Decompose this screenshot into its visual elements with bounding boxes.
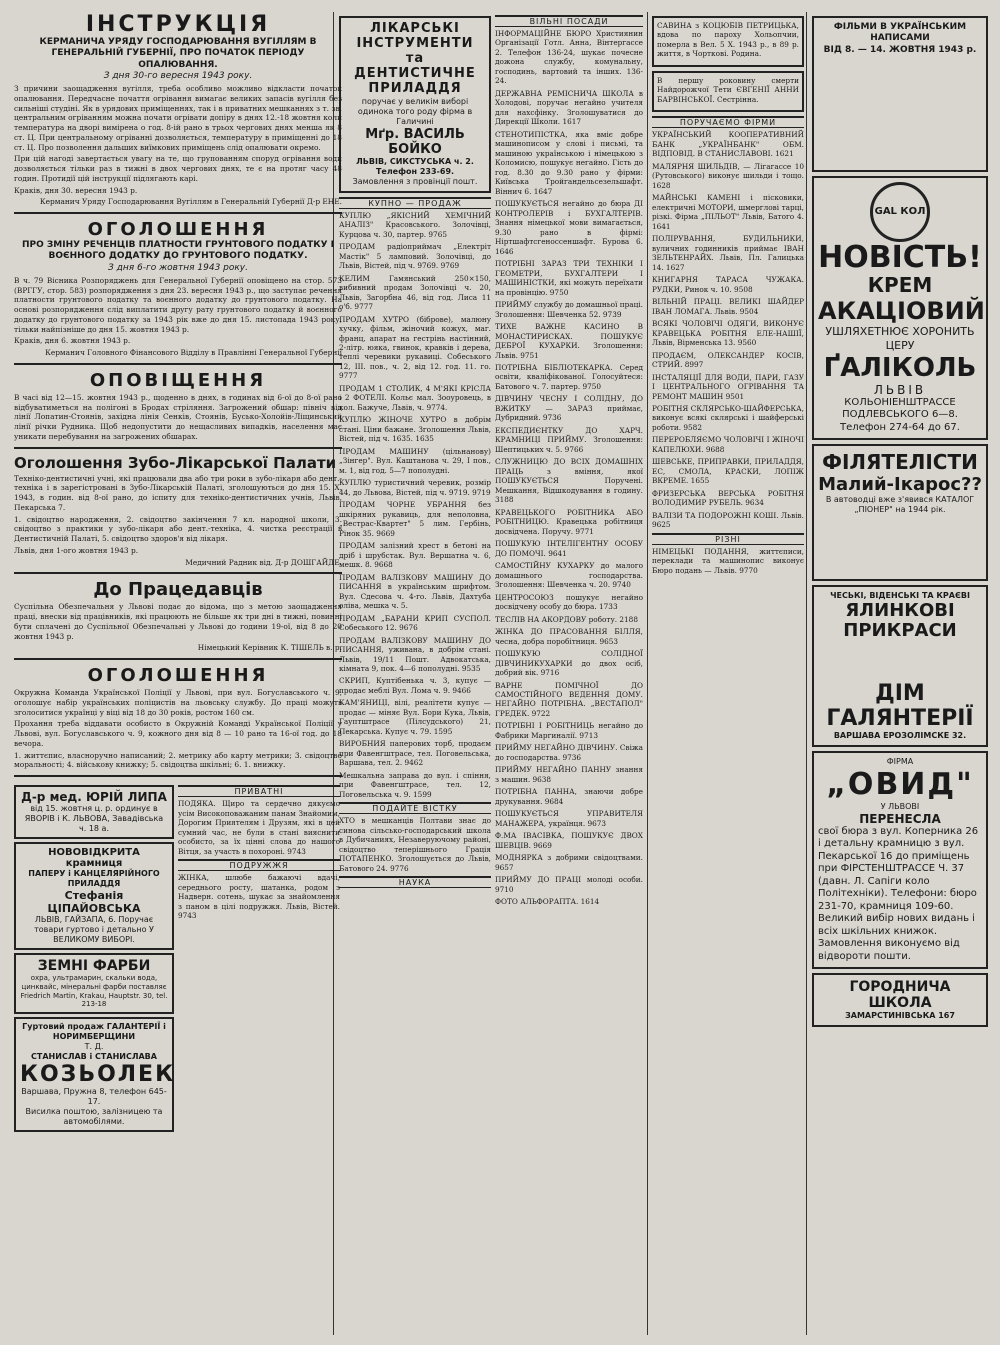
ad-novist-sub: УШЛЯХЕТНЮЄ ХОРОНИТЬ ЦЕРУ [825,325,975,352]
ad-ovid-firm: ФІРМА [886,756,914,766]
firm-item: ІНСТАЛЯЦІЇ ДЛЯ ВОДИ, ПАРИ, ГАЗУ І ЦЕНТРАЛЬНОГО ОГРІВАННЯ ТА РЕМОНТ МАШИН 9501 [652,372,804,401]
obituary-2 [652,71,804,112]
instruction-text: З причини заощадження вугілля, треба особливо можливо відкласти початок опалювання. Передчасне почаття огрівання вимагає великих запасів вугілля без сильніші студіні. Як в урядових приміщеннях, так і в приватних мешканнях з т. зв. центральним огріванням можна почати огрівати допіру в днях 12.-18 жовтня коли температура на дворі вимірена о год. 8-ій рано в трьох чергових днях менша як 8 ст. Ц. При центральному огріванні дозволяється, температуру в приміщенні до 18 ст. Ц. Про позволення дальших виїмкових приміщень слід опалювати окремо. [14,84,342,152]
firm-item: РОБІТНЯ СКЛЯРСЬКО-ШАЙФЕРСЬКА, виконує всякі склярські і шайферські роботи. 9582 [652,403,804,432]
vacancy-item: ВАРНЕ ПОМІЧНОЇ ДО САМОСТІЙНОГО ВЕДЕННЯ ДОМУ. НЕГАЙНО ПОТРІБНА. „ВЕСТАПОЛ" ГРЕДЕК. 9722 [495,680,643,718]
obituary-2-text: В першу роковину смерти Найдорожчої Тети ЄВГЕНІЇ АННИ БАРВІНСЬКОЇ. Сестрінна. [657,75,799,104]
ad-lypa-name: Д-р мед. ЮРІЙ ЛИПА [21,790,167,805]
section-misc: РІЗНІ [652,533,804,545]
employers-text: Суспільна Обезпечальня у Львові подає до відома, що з метою заощадження праці, внески від працівників, які працюють не більше як три дні в тижні, повинні бути сплачені до Суспільної Обезпечальні у Львові до години 19-ої, від 8 до 20 жовтня 1943 р. [14,602,342,641]
ad-philatelists [812,444,988,581]
section-marriage: ПОДРУЖЖЯ [178,859,340,871]
ad-garden-school [812,973,988,1027]
vacancy-item: ПОТРІБНА ПАННА, знаючи добре друкування. 9684 [495,787,643,806]
ad-stationery-shop [14,842,174,950]
employers-signature: Німецький Керівник К. ТІШЕЛЬ в. р. [197,643,342,653]
ad-yal-address: ВАРШАВА ЕРОЗОЛІМСКЕ 32. [833,730,967,740]
vacancy-item: КРАВЕЦЬКОГО РОБІТНИКА АБО РОБІТНИЦЮ. Кравецька робітниця досвідчена. Поручу. 9771 [495,507,643,536]
firm-item: ПЕРЕРОБЛЯЄМО ЧОЛОВІЧІ І ЖІНОЧІ КАПЕЛЮХИ. 9688 [652,435,804,454]
vacancy-item: ІНФОРМАЦІЙНЕ БЮРО Християнин Організації Готл. Анна, Вінтергассе 2. Телефон 136-24, шукає почесне дожона службу, комунальну, господинь, вартовий та інших. 136-24. [495,29,643,86]
ad-likar-text: поручає у великім виборі одинока того роду фірма в Галичині [357,96,473,126]
ad-filat-title: ФІЛЯТЕЛІСТИ [822,450,978,475]
buy-sell-item: ПРОДАМ ВАЛІЗКОВУ МАШИНУ ДО ПИСАННЯ, уживана, в добрім стані. Львів, 19/11 Пошт. Адвокатська, кімната 9, пок. 4—6 пополудні. 9535 [339,635,491,673]
police-notice-list: 1. життєпис, власноручно написаний; 2. метрику або карту метрики; 3. свідоцтво моральності; 4. військову книжку; 5. свідоцтва шкільні; 6. 1. внижку. [14,750,342,770]
firm-item: ВСЯКІ ЧОЛОВІЧІ ОДЯГИ, ВИКОНУЄ КРАВЕЦЬКА РОБІТНЯ ЕЛЕ-НАШІЇ, Львів, Вірменська 13. 9560 [652,319,804,348]
instruction-title: ІНСТРУКЦІЯ [85,12,271,37]
ad-novist-address: КОЛЬОНІЕНШТРАССЕ ПОДЛЕВСЬКОГО 6—8. Телефон 274-64 до 67. [840,396,960,433]
buy-sell-item: ПРОДАМ ВАЛІЗКОВУ МАШИНУ ДО ПИСАННЯ в українським шрифтом. Вул. Сдесова ч. 4-го. Львів, Дахтуба оліва, мешка ч. 5. [339,572,491,611]
announcement-title: ОПОВІЩЕННЯ [89,369,267,391]
firm-item: ПОЛІРУВАННЯ, БУДИЛЬНИКИ, вуличних годинників приймає ІВАН ЗЕЛЬТЕНРАЙХ. Львів, Пл. Галицька 14. 1627 [652,234,804,272]
section-recommended-firms: ПОРУЧАЄМО ФІРМИ [652,116,804,128]
buy-sell-list [339,211,491,800]
vacancy-item: ПОТРІБНІ І РОБІТНИЦЬ негайно до Фабрики Маргиналії. 9713 [495,721,643,740]
column-official-notices [14,12,342,1337]
vacancy-item: ПРИЙМУ ДО ПРАЦІ молоді особи. 9710 [495,875,643,894]
instruction-signature: Керманич Уряду Господарювання Вугіллям в Генеральній Губернії Д-р ЕНЕ. [39,197,342,207]
misc-item: НІМЕЦЬКІ ПОДАННЯ, життєписи, переклади та машинопис виконує Бюро подань — Львів. 9770 [652,546,804,575]
firm-item: ВІЛЬНІЙ ПРАЦІ. ВЕЛИКІ ШАЙДЕР ІВАН ЛОМАГА. Львів. 9504 [652,297,804,316]
police-notice-text-2: Прохання треба віддавати особисто в Окружній Команді Української Поліції у Львові, вул. Богуславського ч. 9, кожного дня від 8 — 10 рано та 16-ої год. до 18 вечора. [14,719,342,748]
notice-subtitle: ПРО ЗМІНУ РЕЧЕНЦІВ ПЛАТНОСТИ ГРУНТОВОГО ПОДАТКУ І ВОЄННОГО ДОДАТКУ ДО ГРУНТОВОГО ПОДАТКУ. [21,240,334,262]
galikol-logo: GAL КОЛ [870,182,930,242]
ad-films-dates: ВІД 8. — 14. ЖОВТНЯ 1943 р. [823,44,977,55]
vacancy-item: ПОШУКУЮ СОЛІДНОЇ ДІВЧИНИКУХАРКИ до двох осіб, добрий вік. 9716 [495,649,643,678]
notice-date: З дня 6-го жовтня 1943 року. [107,262,248,273]
firm-item: КНИГАРНЯ ТАРАСА ЧУЖАКА. РУДКИ, Ринок ч. 10. 9508 [652,275,804,294]
ad-shop-address: ЛЬВІВ, ГАЙЗАПА, 6. Поручає товари гуртово і детально У ВЕЛИКОМУ ВИБОРІ. [34,915,154,945]
divider [14,658,342,660]
ad-earth-paints [14,953,174,1014]
buy-sell-item: КУПЛЮ „ЯКІСНИЙ ХЕМІЧНИЙ АНАЛІЗ" Красовського. Золочівці, Курцова ч. 30, партер. 9765 [339,210,491,239]
ad-paints-title: ЗЕМНІ ФАРБИ [37,958,151,975]
notice-text: В ч. 79 Вісника Розпоряджень для Генеральної Губернії оповіщено на стор. 573 (ВРГГУ, стор. 583) розпорядження з дня 23. вересня 1943 р., що заступає речення платности грунтового податку та воєнного додатку до грунтового податку. На основі розпорядження слід виплатити другу рату грунтового податку й воєнного додатку до грунтового податку за 1943 рік вже до дня 15. листопада 1943 року, тільки найпізніше до дня 15. жовтня 1943 р. [14,275,342,334]
divider [14,572,342,574]
divider [14,775,342,777]
vacancy-item: ЕКСПЕДИЄНТКУ ДО ХАРЧ. КРАМНИЦІ ПРИЙМУ. Зголошення: Шептицьких ч. 5. 9766 [495,425,643,454]
divider [14,212,342,214]
police-notice-title: ОГОЛОШЕННЯ [87,665,269,687]
ad-school-title: ГОРОДНИЧА ШКОЛА [849,979,951,1012]
ad-filat-text: В автоводці вже з'явився КАТАЛОГ „ПІОНЕР" на 1944 рік. [825,495,975,515]
column-divider [647,12,648,1335]
instruction-place: Краків, дня 30. вересня 1943 р. [14,185,138,195]
police-notice-text: Окружна Команда Української Поліції у Львові, при вул. Богуславського ч. 9, оголошує набір українських поліцистів на льовську службу. До праці можуть зголоситися українці у віці від 18 до 30 років, ростом 160 см. [14,688,342,717]
private-item: ПОДЯКА. Щиро та сердечно дякуємо усім Високоповажаним панам Знайомим, Дорогим Приятелям і Друзям, які в цей сумний час, не були в стані вияснити особисто, за їх цінні слова до нашого Вітця, за участь в похороні. 9743 [178,799,340,856]
vacancy-item: ТЕСЛІВ НА АКОРДОВУ роботу. 2188 [495,614,638,624]
vacancy-item: ТИХЕ ВАЖНЕ КАСИНО В МОНАСТИРИСКАХ. ПОШУКУЄ ДЕБРОЇ КУХАРКИ. Зголошення: Львів. 9751 [495,322,643,360]
ad-films-title: ФІЛЬМИ В УКРАЇНСЬКИМ НАПИСАМИ [833,22,967,44]
ad-galikol-cream [812,176,988,441]
ad-likar-name: Мґр. ВАСИЛЬ БОЙКО [365,126,465,157]
ad-films-body [818,56,982,166]
ad-novist-name: АКАЦІОВИЙ [818,297,985,326]
firm-item: ШЕВСЬКЕ, ПРИПРАВКИ, ПРИЛАДДЯ, ЕС, СМОЛА, КРАСКИ, ЛОПІЖ ВКРЕМЕ. 1655 [652,457,804,486]
ad-yal-title: ЯЛИНКОВІ ПРИКРАСИ [843,600,957,642]
ad-novist-brand: ҐАЛІКОЛЬ [823,352,977,383]
section-news: ПОДАЙТЕ ВІСТКУ [339,802,491,814]
ad-ovid-name: „ОВИД" [826,766,974,802]
ad-ovid-text: свої бюра з вул. Коперника 26 і детальну крамницю з вул. Пекарської 16 до приміщень при ФІРСТЕНШТРАССЕ Ч. 37 (давн. Л. Сапіги коло Політехніки). Телефони: бюро 231-70, крамниця 109-60. Великий вибір нових видань і всіх шкільних книжок. Замовлення виконуємо від відвороти пошти. [818,825,979,962]
dental-chamber-list: 1. свідоцтво народження, 2. свідоцтво закінчення 7 кл. народної школи, 3. свідоцтво з практики у зубо-лікаря або дент.-техніка, 4. чистка реєстрації в Дентистичній Палаті, 5. свідоцтво здоров'я від лікаря. [14,514,342,544]
instruction-text-2: При цій нагоді завертається увагу на те, що групованням споруд огрівання води дозволяється тільки раз в тижні в двох чергових днях, те є на протяг часу 48 годин. Протидії цій інструкції підлягають карі. [14,154,342,183]
buy-sell-item: ПРОДАМ залізний хрест в бетоні на дріб і шрубстак. Вул. Вершатна ч. 6, мешк. 8. 9668 [339,541,491,570]
obituary-1-text: САВИНА з КОЦЮБІВ ПЕТРИЦЬКА, вдова по пароху Хольопчии, померла в Вел. 5 X. 1943 р., в 89 р. життя, в Чорткові. Родина. [657,21,799,59]
vacancy-item: ПРИЙМУ службу до домашньої праці. Зголошення: Шевченка 52. 9739 [495,300,643,319]
notice-signature: Керманич Головного Фінансового Відділу в Правлінні Генеральної Губернії [45,348,342,358]
buy-sell-item: КЕЛИМ Гамянський 250×150, вибивний продам Золочівці ч. 20, Львів, Загорбна 46, від год. Лиса 11 о'б. 9777 [339,273,491,312]
firm-item: ФРИЗЕРСЬКА ВЕРСЬКА РОБІТНЯ ВОЛОДИМИР РУБЕЛЬ. 9634 [652,488,804,508]
dental-chamber-place: Львів, дня 1-ого жовтня 1943 р. [14,545,139,555]
column-vacancies [495,12,643,1337]
firm-item: МАЛЯРНЯ ШИЛЬДІВ, — Лігагассе 10 (Рутовського) виконує шильди і тощо. 1628 [652,161,804,190]
ad-filat-sub: Малий-Ікарос?? [818,474,982,496]
ad-novist-title: НОВІСТЬ! [818,239,982,275]
ad-novist-city: ЛЬВІВ [873,382,927,397]
ad-ovid-perenes: ПЕРЕНЕСЛА [859,811,941,826]
vacancy-item: ПОТРІБНІ ЗАРАЗ ТРИ ТЕХНІКИ І ГЕОМЕТРИ, БУХГАЛТЕРИ І МАШИНІСТКИ, які можуть переїхати на провінцію. 9750 [495,259,643,297]
dental-chamber-title: Оголошення Зубо-Лікарської Палати [14,453,337,472]
ad-yuri-lypa [14,785,174,839]
vacancy-item: ПОШУКУЄТЬСЯ УПРАВИТЕЛЯ МАНАЖЕРА, українця. 9673 [495,809,643,828]
buy-sell-item: ПРОДАМ „БАРАНИ КРИП СУСПОЛ. Собеського 12. 9676 [339,613,491,633]
divider [14,363,342,365]
buy-sell-item: ПРОДАМ радіоприймач „Електріт Мастік" 5 ламповий. Золочівці, до Львів, Вістей, під ч. 9769. 9769 [339,242,491,271]
section-vacancies: ВІЛЬНІ ПОСАДИ [495,15,643,27]
vacancy-item: МОДНЯРКА з добрими свідоцтвами. 9657 [495,853,643,872]
ad-likar-foot: Замовлення з провінції пошт. [352,176,478,186]
vacancy-item: ЖІНКА ДО ПРАСОВАННЯ БІЛЛЯ, чесна, добра поробітниця. 9653 [495,627,643,646]
ad-school-address: ЗАМАРСТИНІВСЬКА 167 [845,1011,955,1021]
buy-sell-item: ПРОДАМ ХУТРО (біброве), малюну хучку, фільм, жіночий кожух, маг. франц, апарат на гестрінь настінний, 2-літр. юяка, гвинок, кравків і дерева, теплі черевики рукавиці. Собеського 12, III. пов., ч. 2, від 12. год. 11. го. 9777 [339,314,491,381]
buy-sell-item: КУПЛЮ ЖІНОЧЕ ХУТРО в добрім стані. Ціни бажане. Зголошення Львів, Вістей, під ч. 1635. 1635 [339,415,491,444]
ad-kozolek-footer: Висилка поштою, залізницею та автомобілями. [25,1107,163,1127]
ad-yal-body [818,641,982,681]
obituary-1 [652,16,804,67]
firms-list [652,130,804,529]
ad-ovid [812,751,988,970]
bottom-ads-row [14,782,342,1135]
news-item: ХТО в мешканців Полтави знає до синова сільсько-господарський школа в Дубичаниях, Незаверуючому районі, свідоцтво теперішнього Грація ПОТАПЕНКО. Зголошується до Львів, Батового 24. 9776 [339,816,491,873]
divider [14,447,342,449]
ad-kozolek-td: Т. Д. [84,1042,104,1052]
announcement-text: В часі від 12—15. жовтня 1943 р., щоденно в днях, в годинах від 6-ої до 8-ої рано відбуватиметься на полігоні в Бродах стріляння. Загрожений обшар: північ від лінії Лопатин-Стоянів, західна лінія Сенків, Стоянів, Бусько-Холойів-Ліщинський лінії річки Рудника. Щоб недопустити до нещасливих випадків, населення має уникати перебування на загрожених обшарах. [14,392,342,441]
ad-kozolek-address: Варшава, Пружна 8, телефон 645-17. [21,1087,167,1107]
ad-films [812,16,988,172]
ad-likar-address: ЛЬВІВ, СИКСТУСЬКА ч. 2. Телефон 233-69. [356,156,474,176]
instruction-subtitle: КЕРМАНИЧА УРЯДУ ГОСПОДАРЮВАННЯ ВУГІЛЛЯМ В ГЕНЕРАЛЬНІЙ ГУБЕРНІЇ, ПРО ПОЧАТОК ПЕРІОДУ ОПАЛЮВАННЯ. [39,37,317,70]
firm-item: МАЙНСЬКІ КАМЕНІ і пісковики, електричні МОТОРИ, шмерглові тарці, різкі. Фірма „ПІЛЬОТ" Львів, Батого 4. 1641 [652,193,804,231]
ad-kozolek-head: Гуртовий продаж ГАЛАНТЕРІЇ і НОРИМБЕРЩИНИ [22,1022,166,1042]
column-buy-sell [339,12,491,1337]
section-buy-sell: КУПНО — ПРОДАЖ [339,197,491,209]
ad-yal-dim: ДІМ ГАЛЯНТЕРІЇ [826,680,974,731]
ad-kozolek [14,1017,174,1132]
ad-likar-title: ЛІКАРСЬКІ ІНСТРУМЕНТИ та ДЕНТИСТИЧНЕ ПРИЛАДДЯ [354,21,476,96]
vacancy-item: ДЕРЖАВНА РЕМІСНИЧА ШКОЛА в Холодові, поручає негайно учителя для нахсфінку. Зголошуватися до Дирекції Школи. 1617 [495,88,643,127]
vacancy-item: СЛУЖНИЦЮ ДО ВСІХ ДОМАШНІХ ПРАЦЬ з вміння, якої ПОШУКУЄТЬСЯ Поручені. Мешкання, Відшкодування в годину. 3188 [495,457,643,505]
ad-novist-krem: КРЕМ [867,273,933,298]
buy-sell-item: ПРОДАМ 1 СТОЛИК, 4 М'ЯКІ КРІСЛА і 2 ФОТЕЛІ. Кольє мал. Зооуровець, в кол. Бажуче, Львів, ч. 9774. [339,383,491,412]
vacancy-item: ПОШУКУЄТЬСЯ негайно до бюра ДІ КОНТРОЛЕРІВ і БУХГАЛТЕРІВ. Знання німецької мови вимагається, 9.30 рано в фірмі: Ніртшафтсгеноссеншафт. Бурова 6. 1646 [495,199,643,256]
section-science: НАУКА [339,876,491,888]
buy-sell-item: ПРОДАМ МАШИНУ (цільнанову) „Зінгер". Вул. Каштанова ч. 29, I пов., м. 1, від год. 5—7 пополудні. [339,446,491,475]
dental-chamber-text: Техніко-дентистичні учні, які працювали два або три роки в зубо-лікаря або дент.-техніка і в зарегістровані в Зубо-Лікарській Палаті, зголошуються до дня 15. X. 1943, в годин. від 8-ої рано, до іспиту для техніко-дентистичних учнів, Львів, Пекарська 7. [14,473,342,512]
buy-sell-item: ПРОДАМ ЧОРНЕ УБРАННЯ без шкіряних рукавиць, для неполовна, „Вестрас-Квартет" 5 лим. Гербінь, Рінок 35. 9669 [339,500,491,538]
ad-yal-top: ЧЕСЬКІ, ВІДЕНСЬКІ ТА КРАЄВІ [830,591,970,601]
vacancy-item: Ф.МА ІВАСІВКА, ПОШУКУЄ ДВОХ ШЕВЦІВ. 9669 [495,831,643,850]
ad-kozolek-name: КОЗЬОЛЕК [20,1062,176,1088]
column-firms [652,12,804,1337]
bottom-ads-left [14,782,174,1135]
bottom-ads-right [178,782,340,1135]
notice-title: ОГОЛОШЕННЯ [87,219,269,241]
vacancy-item: ПРИЙМУ НЕГАЙНО ДІВЧИНУ. Свіжа до господарства. 9736 [495,743,643,762]
vacancy-item: ФОТО АЛЬФОРАПТА. 1614 [495,897,600,907]
column-display-ads [812,12,988,1337]
buy-sell-item: КАМ'ЯНИЦІ, вілі, реалітети купує — продає — міняє Вул. Бори Кука, Львів, Гауптштрасе (Пілсудського) 21, Пекарська. Купує ч. 79. 1595 [339,698,491,736]
ad-lypa-text: від 15. жовтня ц. р. ординує в ЯВОРІВ і К. ЛЬВОВА, Завадівська ч. 18 а. [24,804,164,834]
ad-shop-title: НОВОВІДКРИТА крамниця [48,847,140,870]
buy-sell-item: СКРИП, Куптібенька ч. 3, купує — продає меблі Вул. Лома ч. 9. 9466 [339,676,491,695]
firm-item: ВАЛІЗИ ТА ПОДОРОЖНІ КОШІ. Львів. 9625 [652,510,804,530]
section-private: ПРИВАТНІ [178,785,340,797]
vacancy-item: ДІВЧИНУ ЧЕСНУ І СОЛІДНУ, ДО ВЖИТКУ — ЗАРАЗ приймає, Дубридний. 9736 [495,394,643,423]
firm-item: ПРОДАЄМ, ОЛЕКСАНДЕР КОСІВ, СТРИЙ. 8997 [652,350,804,370]
ad-paints-text: охра, ультрамарин, скальки вода, цинквайс, мінеральні фарби поставляє Friedrich Martin, Krakau, Hauptstr. 30, tel. 213-18 [20,974,168,1009]
firm-item: УКРАЇНСЬКИЙ КООПЕРАТИВНИЙ БАНК „УКРАЇНБАНК" ОБМ. ВІДПОВІД. В СТАНИСЛАВОВІ. 1621 [652,130,804,159]
ad-christmas-ornaments [812,585,988,747]
vacancies-list [495,29,643,907]
marriage-item: ЖІНКА, шлюбе бажаючі вдачі, середнього росту, шатанка, родом з Надверн. сотень, шукає за знайомлення з паном в цілі подружжя. Львів, Вістей. 9743 [178,873,340,921]
ad-shop-name: Стефанія ЦІПАЙОВСЬКА [47,889,141,916]
ad-medical-instruments [339,16,491,193]
vacancy-item: ЦЕНТРОСОЮЗ пошукує негайно досвідчену особу до бюра. 1733 [495,592,643,612]
ad-filat-body [818,515,982,575]
vacancy-item: СТЕНОТИПІСТКА, яка вміє добре машинописом у слові і письмі, та машиною українською і німецькою з Коломисю, пошукує негайно. Гість до год. 8.30 до 9.30 рано у фірми: Київська Тройгандельсезельшафт. Віннич 6. 1647 [495,129,643,196]
ad-shop-text: ПАПЕРУ і КАНЦЕЛЯРІЙНОГО ПРИЛАДДЯ [28,869,160,889]
ad-ovid-city: У ЛЬВОВІ [880,801,920,811]
vacancy-item: САМОСТІЙНУ КУХАРКУ до малого домашнього господарства. Зголошення: Шевченка ч. 20. 9740 [495,561,643,590]
dental-chamber-signature: Медичний Радник від. Д-р ДОШГАЙДЕ. [185,557,342,567]
buy-sell-item: КУПЛЮ туристичний черевик, розмір 44, до Львова, Вістей, під ч. 9719. 9719 [339,478,491,497]
ad-kozolek-owners: СТАНИСЛАВ і СТАНИСЛАВА [31,1052,157,1062]
column-divider [806,12,807,1335]
buy-sell-item: ВИРОБНИЯ паперових торб, продаєм при Фавенгштрасе, тел. Поговельська, Варшава, тел. 2. 9462 [339,739,491,768]
notice-place: Краків, дня 6. жовтня 1943 р. [14,336,131,346]
buy-sell-item: Мешкальна заправа до вул. і спіння, при Фавенгштрасе, тел. 12, Поговельська ч. 9. 1599 [339,770,491,799]
vacancy-item: ПОШУКУЮ ІНТЕЛІГЕНТНУ ОСОБУ ДО ПОМОЧІ. 9641 [495,539,643,558]
vacancy-item: ПОТРІБНА БІБЛІОТЕКАРКА. Серед освіти, кваліфікованої. Голосуйтеся: Батового ч. 7. партер. 9750 [495,362,643,391]
employers-title: До Працедавців [93,579,263,601]
instruction-date: З дня 30-го вересня 1943 року. [103,70,253,81]
vacancy-item: ПРИЙМУ НЕГАЙНО ПАННУ знання з машин. 9638 [495,765,643,784]
